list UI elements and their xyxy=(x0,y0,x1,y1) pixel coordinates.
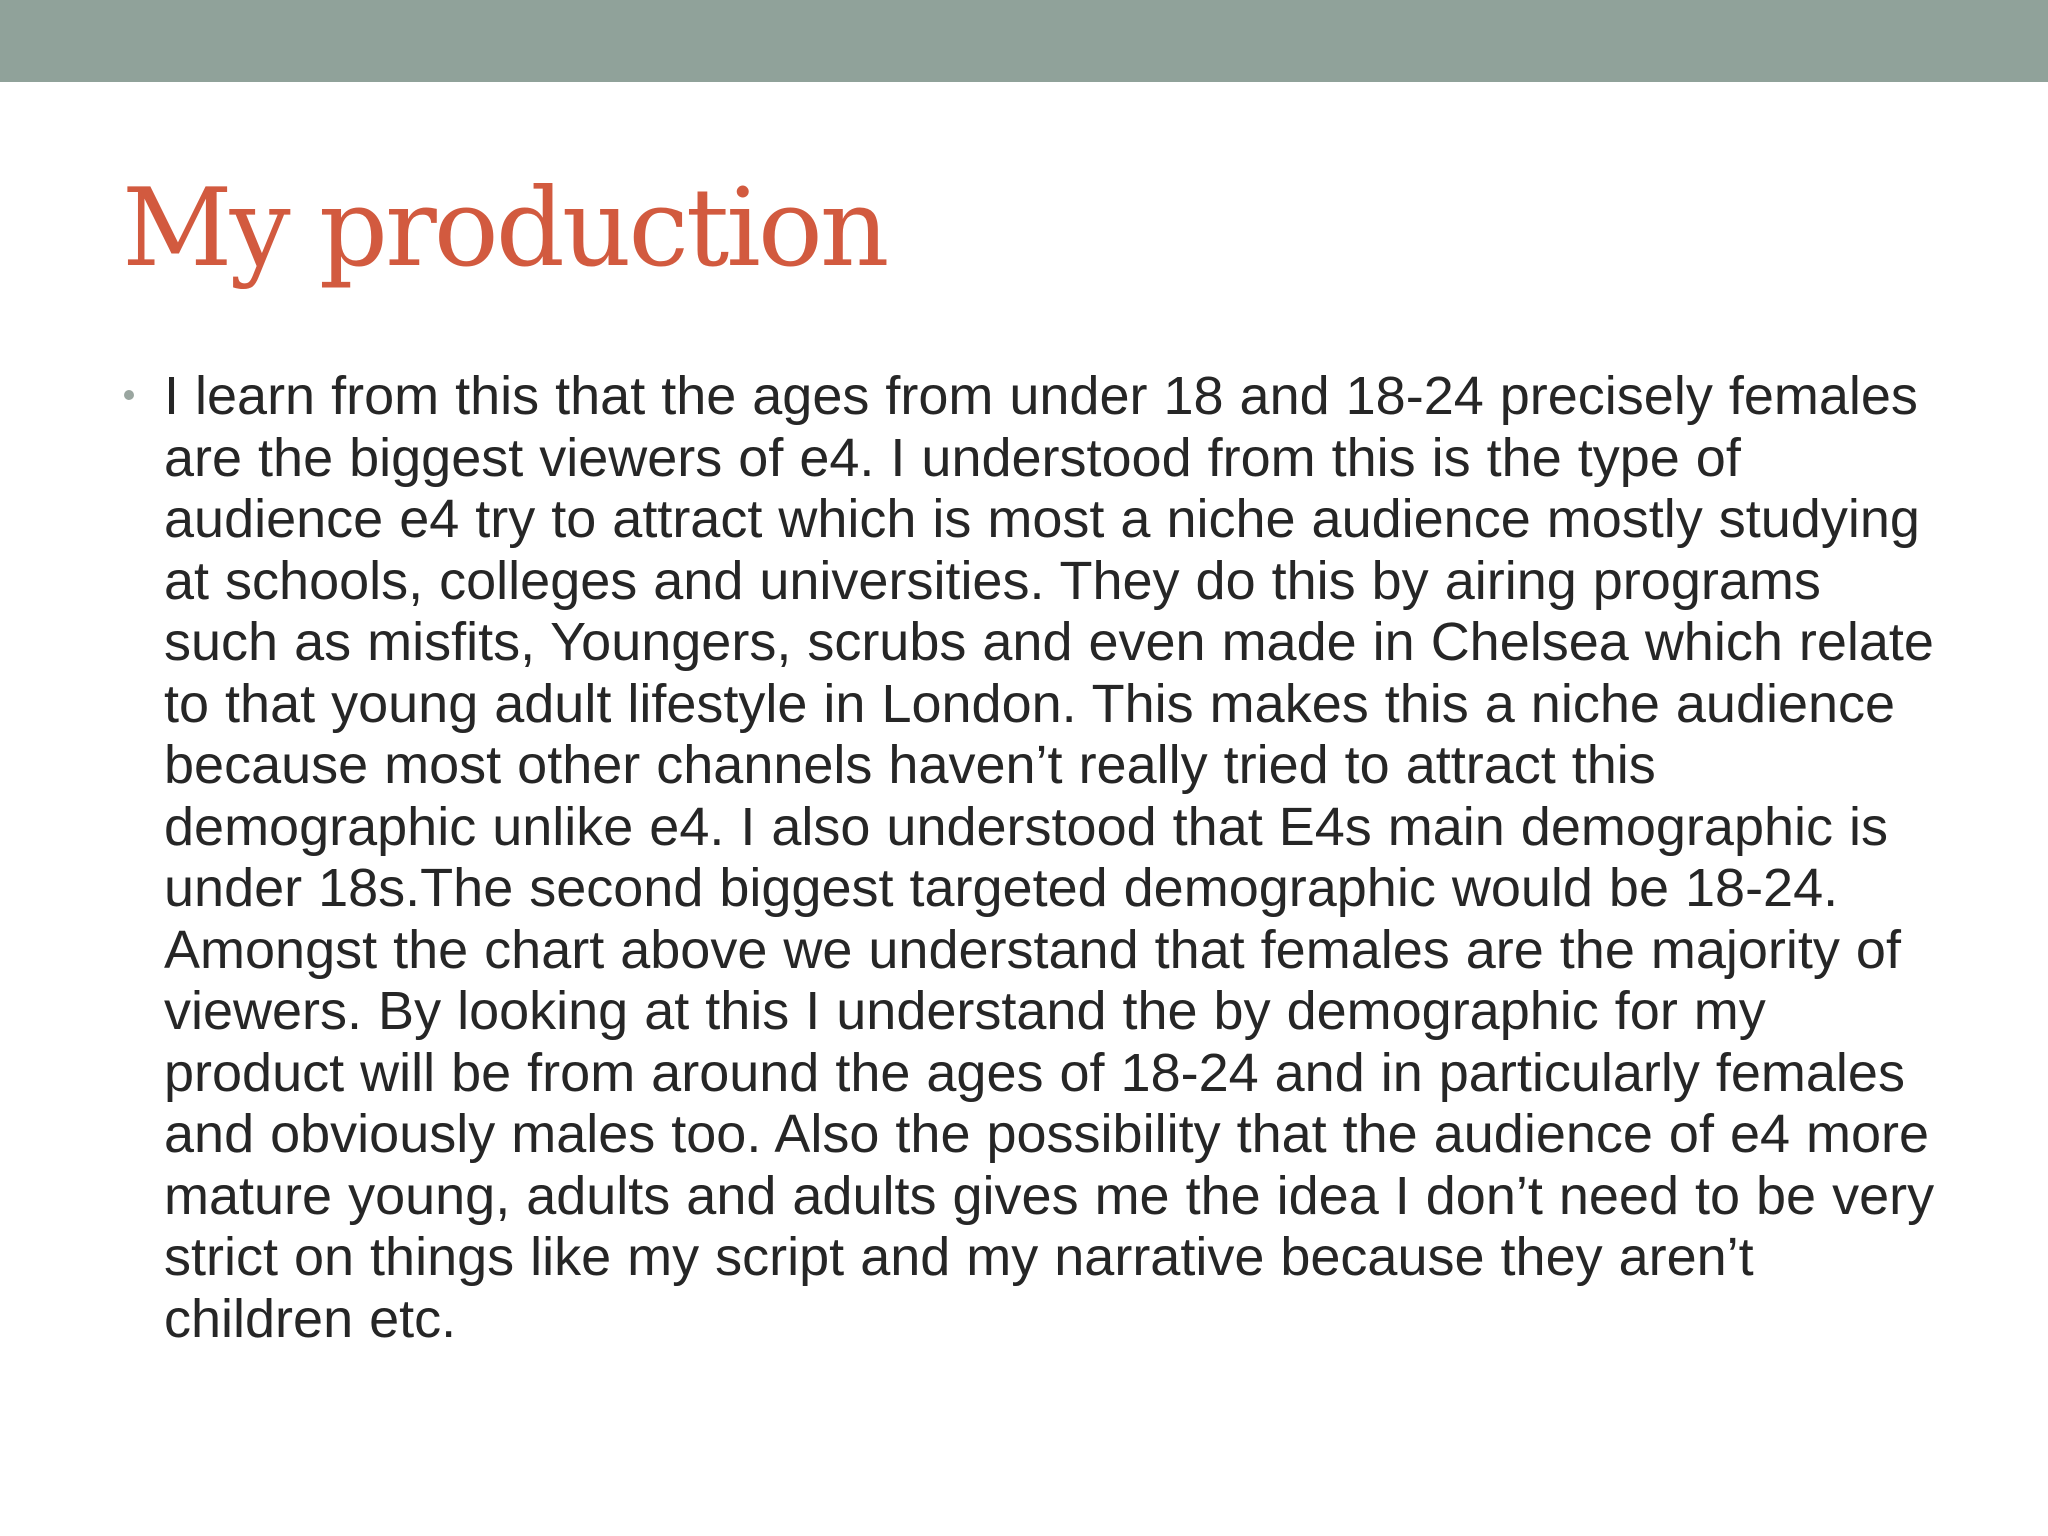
bullet-item xyxy=(122,366,1942,1350)
bullet-text: I learn from this that the ages from under 18 and 18-24 precisely females are the biggest viewers of e4. I understood from this is the type of audience e4 try to attract which is most a niche audience mostly studying at schools, colleges and universities. They do this by airing programs such as misfits, Youngers, scrubs and even made in Chelsea which relate to that young adult lifestyle in London. This makes this a niche audience because most other channels haven’t really tried to attract this demographic unlike e4. I also understood that E4s main demographic is under 18s.The second biggest targeted demographic would be 18-24. Amongst the chart above we understand that females are the majority of viewers. By looking at this I understand the by demographic for my product will be from around the ages of 18-24 and in particularly females and obviously males too. Also the possibility that the audience of e4 more mature young, adults and adults gives me the idea I don’t need to be very strict on things like my script and my narrative because they aren’t children etc. xyxy=(164,366,1935,1349)
header-bar xyxy=(0,0,2048,82)
bullet-dot-icon xyxy=(124,390,134,400)
slide-title: My production xyxy=(122,166,887,291)
slide-body xyxy=(122,366,1942,1350)
